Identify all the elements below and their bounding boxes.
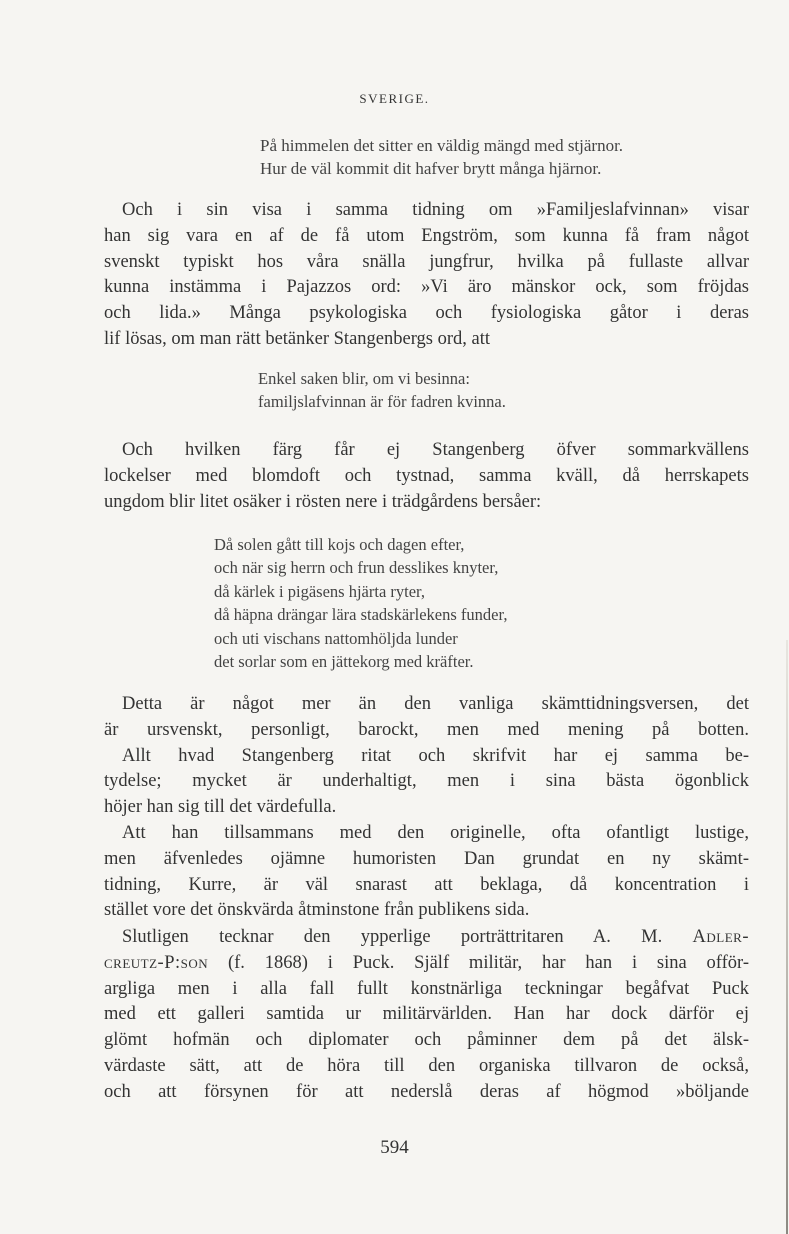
- paragraph-4: [104, 821, 749, 924]
- paragraph-1: [104, 198, 749, 353]
- text-line: är ursvenskt, personligt, barockt, men med mening på botten.: [104, 719, 749, 740]
- text-line: ungdom blir litet osäker i rösten nere i trädgårdens bersåer:: [104, 491, 542, 512]
- text-segment: Slutligen tecknar den ypperlige porträttritaren A. M.: [122, 927, 693, 947]
- text-line: argliga men i alla fall fullt konstnärliga teckningar begåfvat Puck: [104, 978, 749, 999]
- text-line: och att försynen för att nederslå deras af högmod »böljande: [104, 1081, 749, 1102]
- paragraph-3: [104, 692, 749, 821]
- verse-line: Då solen gått till kojs och dagen efter,: [214, 535, 465, 554]
- text-segment: (f. 1868) i Puck. Själf militär, har han i sina offör-: [208, 952, 749, 973]
- text-line: Att han tillsammans med den originelle, ofta ofantligt lustige,: [122, 823, 749, 843]
- text-line: Detta är något mer än den vanliga skämttidningsversen, det: [122, 694, 749, 714]
- running-head: SVERIGE.: [359, 91, 430, 106]
- page-edge-shadow: [786, 640, 788, 1234]
- text-line: men äfvenledes ojämne humoristen Dan grundat en ny skämt-: [104, 848, 749, 869]
- paragraph-5: [104, 925, 749, 1106]
- text-line: värdaste sätt, att de höra till den organiska tillvaron de också,: [104, 1055, 749, 1076]
- text-line: [104, 925, 749, 951]
- verse-line: På himmelen det sitter en väldig mängd med stjärnor.: [260, 136, 624, 155]
- text-line: glömt hofmän och diplomater och påminner dem på det älsk-: [104, 1030, 749, 1051]
- verse-intro: [260, 134, 623, 180]
- text-line: tidning, Kurre, är väl snarast att beklaga, då koncentration i: [104, 874, 749, 895]
- text-line: [104, 951, 749, 977]
- paragraph-2: [104, 438, 749, 515]
- text-line: kunna instämma i Pajazzos ord: »Vi äro mänskor ock, som fröjdas: [104, 277, 749, 298]
- verse-line: och uti vischans nattomhöljda lunder: [214, 628, 458, 648]
- text-line: Allt hvad Stangenberg ritat och skrifvit har ej samma be-: [122, 745, 749, 766]
- verse-line: Enkel saken blir, om vi besinna:: [258, 369, 470, 388]
- text-line: höjer han sig till det värdefulla.: [104, 797, 337, 818]
- verse-line: Hur de väl kommit dit hafver brytt många hjärnor.: [260, 159, 602, 178]
- text-line: Och i sin visa i samma tidning om »Familjeslafvinnan» visar: [122, 200, 749, 220]
- verse-line: och när sig herrn och frun desslikes knyter,: [214, 558, 499, 578]
- text-line: svenskt typiskt hos våra snälla jungfrur, hvilka på fullaste allvar: [104, 251, 749, 272]
- verse-line: då kärlek i pigäsens hjärta ryter,: [214, 581, 426, 601]
- text-line: lockelser med blomdoft och tystnad, samma kväll, då herrskapets: [104, 465, 749, 486]
- text-line: stället vore det önskvärda åtminstone från publikens sida.: [104, 900, 530, 921]
- text-line: och lida.» Många psykologiska och fysiologiska gåtor i deras: [104, 303, 749, 324]
- verse-quote-2: [214, 533, 507, 673]
- text-line: han sig vara en af de få utom Engström, som kunna få fram något: [104, 225, 749, 246]
- name-smallcaps: creutz-P:son: [104, 952, 209, 973]
- text-line: lif lösas, om man rätt betänker Stangenbergs ord, att: [104, 328, 491, 349]
- verse-quote-1: [258, 367, 506, 413]
- name-smallcaps: Adler-: [692, 927, 749, 947]
- text-line: Och hvilken färg får ej Stangenberg öfver sommarkvällens: [122, 440, 749, 460]
- text-line: tydelse; mycket är underhaltigt, men i sina bästa ögonblick: [104, 771, 749, 792]
- verse-line: då häpna drängar lära stadskärlekens funder,: [214, 605, 508, 625]
- page-number: 594: [380, 1137, 409, 1158]
- text-line: med ett galleri samtida ur militärvärlden. Han har dock därför ej: [104, 1004, 749, 1025]
- verse-line: det sorlar som en jättekorg med kräfter.: [214, 652, 474, 672]
- verse-line: familjslafvinnan är för fadren kvinna.: [258, 392, 506, 411]
